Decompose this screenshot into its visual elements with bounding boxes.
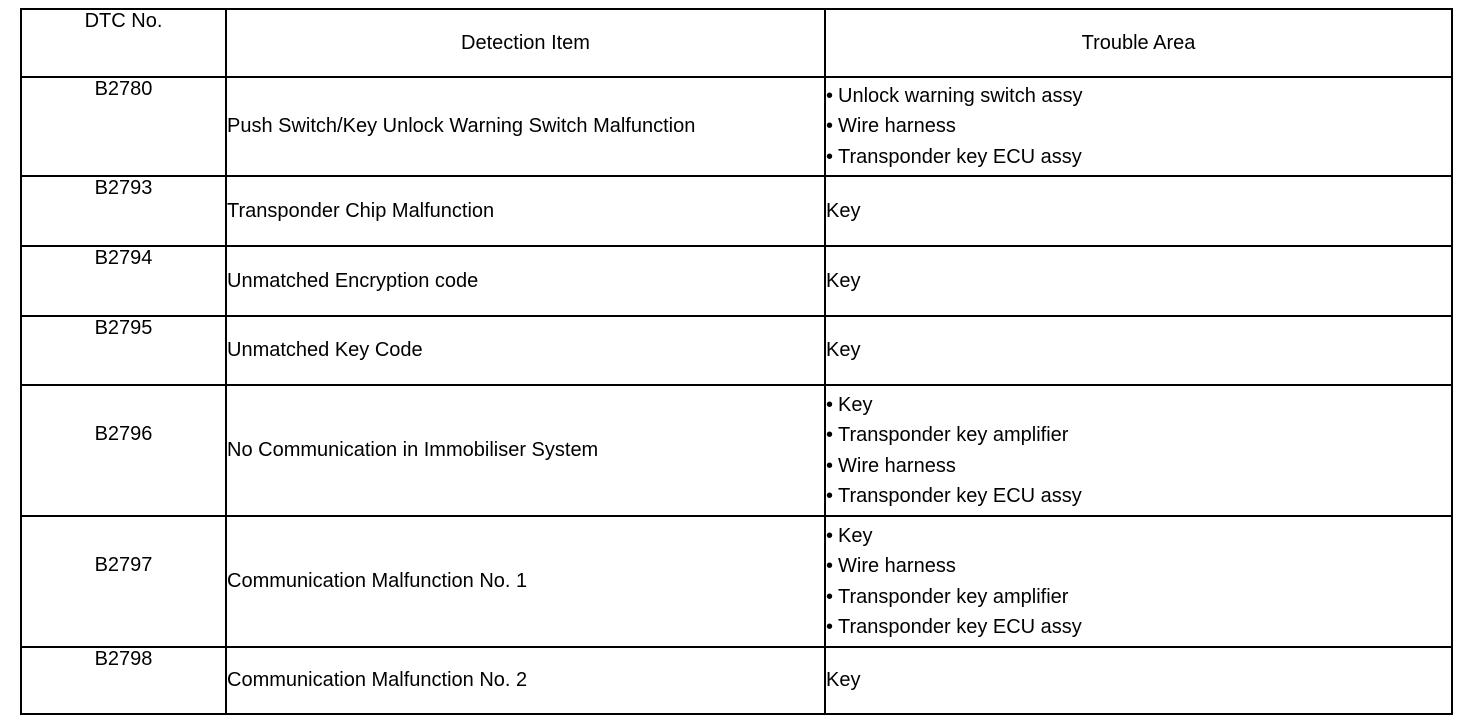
detection-item: Communication Malfunction No. 1 [226,516,825,647]
dtc-code: B2798 [21,647,226,714]
bullet-icon: • [826,85,834,108]
table-row [21,316,1452,385]
detection-item: Communication Malfunction No. 2 [226,647,825,714]
list-item: • Transponder key ECU assy [826,612,1451,642]
bullet-icon: • [826,585,834,608]
bullet-icon: • [826,484,834,507]
dtc-code: B2793 [21,176,226,246]
trouble-area: Key [825,246,1452,316]
table-row [21,77,1452,176]
bullet-icon: • [826,555,834,578]
detection-item: Unmatched Encryption code [226,246,825,316]
bullet-icon: • [826,524,834,547]
trouble-area: Key [825,316,1452,385]
bullet-icon: • [826,424,834,447]
list-item: • Transponder key ECU assy [826,481,1451,511]
list-item: • Key [826,521,1451,551]
list-item: • Wire harness [826,551,1451,581]
detection-item: Unmatched Key Code [226,316,825,385]
detection-item: No Communication in Immobiliser System [226,385,825,516]
detection-item: Transponder Chip Malfunction [226,176,825,246]
trouble-area: Key [825,647,1452,714]
trouble-area [825,516,1452,647]
list-item: • Transponder key ECU assy [826,142,1451,172]
dtc-code: B2780 [21,77,226,176]
trouble-area-list [826,390,1451,511]
list-item: • Transponder key amplifier [826,420,1451,450]
list-item: • Unlock warning switch assy [826,81,1451,111]
header-dtc-no: DTC No. [21,9,226,77]
bullet-icon: • [826,454,834,477]
bullet-icon: • [826,615,834,638]
table-row [21,385,1452,516]
bullet-icon: • [826,115,834,138]
list-item: • Wire harness [826,111,1451,141]
trouble-area [825,77,1452,176]
list-item: • Wire harness [826,451,1451,481]
dtc-code: B2795 [21,316,226,385]
trouble-area-list [826,81,1451,172]
list-item: • Key [826,390,1451,420]
header-row [21,9,1452,77]
trouble-area-list [826,521,1451,642]
bullet-icon: • [826,393,834,416]
header-detection-item: Detection Item [226,9,825,77]
table-row [21,246,1452,316]
dtc-code: B2797 [21,516,226,647]
header-trouble-area: Trouble Area [825,9,1452,77]
dtc-table [20,8,1453,715]
table-row [21,516,1452,647]
trouble-area [825,385,1452,516]
table-row [21,176,1452,246]
detection-item: Push Switch/Key Unlock Warning Switch Malfunction [226,77,825,176]
list-item: • Transponder key amplifier [826,582,1451,612]
dtc-code: B2794 [21,246,226,316]
table-row [21,647,1452,714]
trouble-area: Key [825,176,1452,246]
bullet-icon: • [826,145,834,168]
dtc-code: B2796 [21,385,226,516]
